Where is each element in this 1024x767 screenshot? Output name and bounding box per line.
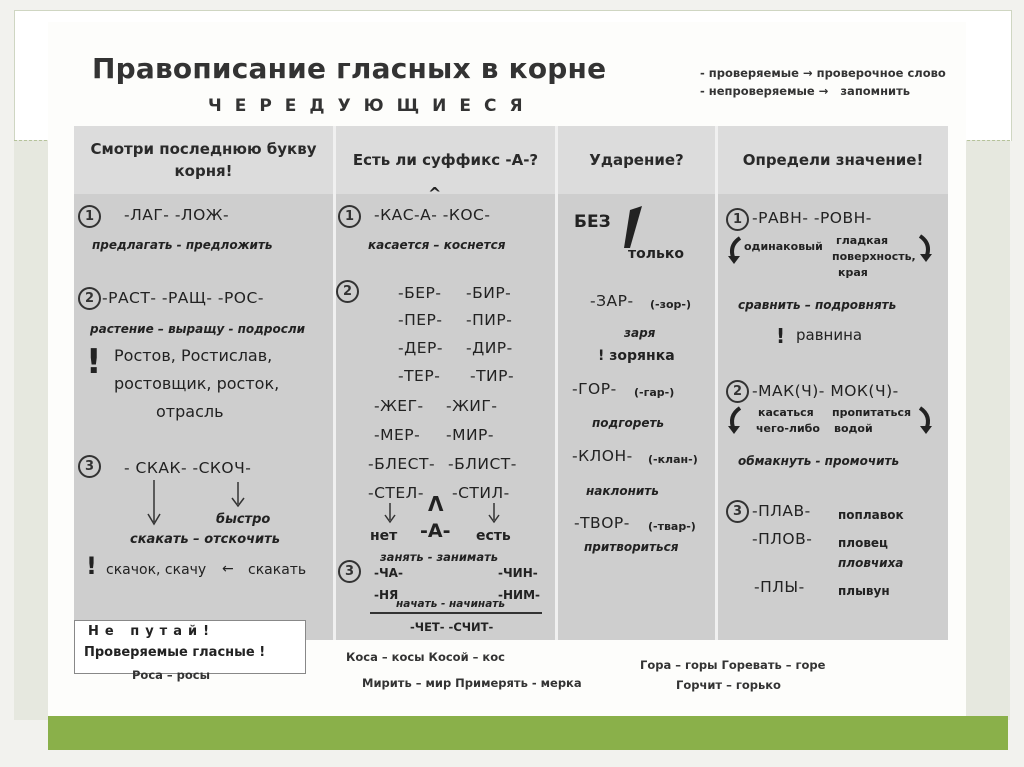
- root-i: -БИР-: [466, 284, 512, 302]
- example-word: плывун: [838, 584, 890, 598]
- curved-arrow-icon: [914, 232, 936, 264]
- label-no: нет: [370, 528, 398, 544]
- root-e: -ПЕР-: [398, 311, 443, 329]
- stress-without: БЕЗ: [574, 212, 611, 232]
- exclamation-icon: !: [86, 552, 97, 580]
- number-badge: 2: [726, 380, 749, 403]
- meaning-text: касаться: [758, 406, 814, 419]
- root-i: -МИР-: [446, 426, 495, 444]
- exception-text: скачок, скачу: [106, 562, 207, 578]
- curved-arrow-icon: [724, 404, 746, 436]
- example-text: подгореть: [592, 416, 665, 430]
- number-badge: 3: [338, 560, 361, 583]
- root-e: -СТЕЛ-: [368, 484, 424, 502]
- root-cha: -ЧА-: [374, 566, 403, 580]
- suffix-a: -А-: [420, 520, 451, 542]
- example-text: начать - начинать: [396, 598, 505, 610]
- root-i: -ЖИГ-: [446, 397, 498, 415]
- number-badge: 1: [338, 205, 361, 228]
- slide-margin-left: [14, 140, 48, 720]
- header-col4: Определи значение!: [718, 126, 948, 194]
- number-badge: 3: [78, 455, 101, 478]
- root-chet: -ЧЕТ- -СЧИТ-: [410, 620, 494, 634]
- meaning-text: одинаковый: [744, 240, 823, 253]
- stress-only: только: [628, 246, 684, 262]
- underline: [370, 612, 542, 614]
- root-nim: -НИМ-: [498, 588, 540, 602]
- arrow-down-icon: [228, 480, 248, 510]
- root-variant: (-зор-): [650, 298, 692, 311]
- root-nya: -НЯ: [374, 588, 399, 602]
- exception-text: Ростов, Ростислав,: [114, 346, 273, 365]
- slide-footer-bar: [48, 716, 1008, 750]
- root-e: -МЕР-: [374, 426, 421, 444]
- label-yes: есть: [476, 528, 511, 544]
- lambda-icon: Λ: [428, 492, 444, 516]
- exception-text: ! зорянка: [598, 348, 675, 364]
- example-word: пловчиха: [838, 556, 904, 570]
- example-text: скакать – отскочить: [130, 532, 280, 547]
- warning-title: Не путай!: [88, 624, 216, 639]
- note-text: быстро: [216, 512, 271, 527]
- exclamation-icon: !: [776, 324, 786, 348]
- root-alternating: -ЗАР-: [590, 292, 634, 310]
- root-e: -ДЕР-: [398, 339, 443, 357]
- col-divider: [333, 126, 336, 640]
- root-e: -ЖЕГ-: [374, 397, 424, 415]
- exception-text: равнина: [796, 326, 863, 344]
- arrow-right-icon: →: [802, 66, 813, 80]
- example-text: наклонить: [586, 484, 659, 498]
- root-alternating: -ПЛОВ-: [752, 530, 813, 548]
- exception-text: отрасль: [156, 402, 224, 421]
- exclamation-icon: !: [86, 342, 102, 382]
- arrow-left-icon: ←: [222, 561, 234, 577]
- number-badge: 1: [726, 208, 749, 231]
- example-word: поплавок: [838, 508, 904, 522]
- bottom-example: Мирить – мир Примерять - мерка: [362, 676, 582, 690]
- bottom-example: Гора – горы Горевать – горе: [640, 658, 826, 672]
- meaning-text: края: [838, 266, 868, 279]
- meaning-text: гладкая: [836, 234, 889, 247]
- root-variant: (-клан-): [648, 453, 698, 466]
- number-badge: 2: [78, 287, 101, 310]
- root-i: -БЛИСТ-: [448, 455, 517, 473]
- caret-icon: ^: [428, 184, 442, 203]
- slide-margin-right: [966, 140, 1010, 720]
- col-divider: [555, 126, 558, 640]
- meaning-text: водой: [834, 422, 873, 435]
- root-alternating: -ПЛЫ-: [754, 578, 805, 596]
- bottom-example: Роса – росы: [132, 668, 211, 682]
- header-col2: Есть ли суффикс -А-?: [336, 126, 558, 194]
- root-e: -ТЕР-: [398, 367, 441, 385]
- root-i: -СТИЛ-: [452, 484, 510, 502]
- header-col3: Ударение?: [558, 126, 718, 194]
- number-badge: 3: [726, 500, 749, 523]
- root-pair: -КАС-А- -КОС-: [374, 206, 491, 224]
- warning-subtitle: Проверяемые гласные !: [84, 645, 266, 660]
- example-text: занять - занимать: [380, 550, 499, 564]
- root-i: -ДИР-: [466, 339, 513, 357]
- root-chin: -ЧИН-: [498, 566, 538, 580]
- example-text: обмакнуть - промочить: [738, 454, 900, 468]
- root-alternating: -ПЛАВ-: [752, 502, 811, 520]
- legend-checked: - проверяемые → проверочное слово: [700, 66, 946, 80]
- page-subtitle: ЧЕРЕДУЮЩИЕСЯ: [208, 96, 536, 116]
- page-title: Правописание гласных в корне: [92, 52, 607, 85]
- exception-text: ростовщик, росток,: [114, 374, 280, 393]
- meaning-text: пропитаться: [832, 406, 912, 419]
- arrow-down-icon: [144, 478, 164, 528]
- root-pair: -ЛАГ- -ЛОЖ-: [124, 206, 230, 224]
- curved-arrow-icon: [914, 404, 936, 436]
- example-text: сравнить – подровнять: [738, 298, 897, 312]
- root-i: -ПИР-: [466, 311, 513, 329]
- root-group: -РАСТ- -РАЩ- -РОС-: [102, 289, 264, 307]
- col-divider: [715, 126, 718, 640]
- number-badge: 1: [78, 205, 101, 228]
- bottom-example: Горчит – горько: [676, 678, 781, 692]
- legend-unchecked: - непроверяемые → запомнить: [700, 84, 911, 98]
- meaning-text: поверхность,: [832, 250, 916, 263]
- stress-mark-icon: [620, 204, 646, 250]
- example-text: притвориться: [584, 540, 679, 554]
- curved-arrow-icon: [724, 234, 746, 266]
- root-variant: (-гар-): [634, 386, 675, 399]
- example-text: предлагать - предложить: [92, 238, 273, 252]
- root-pair: -РАВН- -РОВН-: [752, 209, 872, 227]
- arrow-down-icon: [380, 502, 400, 526]
- root-alternating: -ГОР-: [572, 380, 617, 398]
- root-alternating: -КЛОН-: [572, 447, 633, 465]
- number-badge: 2: [336, 280, 359, 303]
- root-pair: -МАК(Ч)- МОК(Ч)-: [752, 382, 899, 400]
- example-text: касается – коснется: [368, 238, 506, 252]
- root-alternating: -ТВОР-: [574, 514, 630, 532]
- example-text: растение – выращу - подросли: [90, 322, 306, 336]
- meaning-text: чего-либо: [756, 422, 820, 435]
- exception-text: скакать: [248, 562, 307, 578]
- header-col1: Смотри последнюю букву корня!: [74, 126, 336, 194]
- bottom-example: Коса – косы Косой – кос: [346, 650, 505, 664]
- root-variant: (-твар-): [648, 520, 696, 533]
- root-i: -ТИР-: [470, 367, 515, 385]
- root-pair: - СКАК- -СКОЧ-: [124, 459, 252, 477]
- example-word: пловец: [838, 536, 888, 550]
- arrow-right-icon: →: [818, 84, 829, 98]
- example-text: заря: [624, 326, 656, 340]
- arrow-down-icon: [484, 502, 504, 526]
- root-e: -БЕР-: [398, 284, 442, 302]
- root-e: -БЛЕСТ-: [368, 455, 436, 473]
